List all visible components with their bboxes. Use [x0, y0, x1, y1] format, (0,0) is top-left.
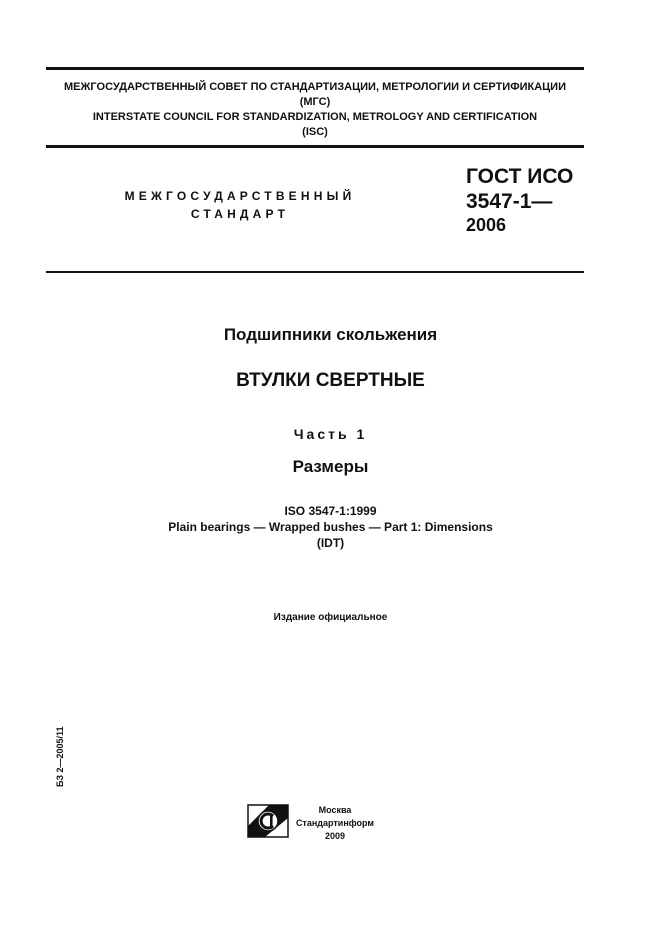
council-abbr-en: (ISC) [302, 126, 328, 138]
lower-rule [46, 271, 584, 273]
publisher-city: Москва [318, 805, 352, 815]
middle-rule [46, 145, 584, 148]
standard-designation [466, 164, 573, 238]
part-label: Часть 1 [293, 426, 368, 442]
publisher-year: 2009 [324, 831, 346, 841]
standard-type-line1: МЕЖГОСУДАРСТВЕННЫЙ [124, 189, 356, 203]
standard-type-line2: СТАНДАРТ [190, 207, 290, 221]
top-rule [46, 67, 584, 70]
standard-type [110, 187, 370, 223]
iso-degree: (IDT) [316, 536, 345, 550]
designation-line2: 3547-1— [466, 190, 553, 213]
council-header [46, 80, 584, 140]
publisher-name: Стандартинформ [295, 818, 375, 828]
iso-title: Plain bearings — Wrapped bushes — Part 1: Dimensions [168, 520, 493, 534]
part-title: Размеры [292, 457, 369, 476]
standartinform-logo-icon [247, 804, 289, 838]
designation-year: 2006 [466, 215, 507, 235]
iso-reference-block [0, 503, 661, 551]
edition-note: Издание официальное [273, 612, 388, 623]
publisher-block [295, 804, 375, 843]
title-main: Подшипники скольжения [223, 325, 438, 344]
council-name-ru: МЕЖГОСУДАРСТВЕННЫЙ СОВЕТ ПО СТАНДАРТИЗАЦИИ, МЕТРОЛОГИИ И СЕРТИФИКАЦИИ [63, 81, 566, 93]
iso-ref: ISO 3547-1:1999 [284, 504, 377, 518]
side-code: БЗ 2—2005/11 [55, 726, 65, 787]
designation-line1: ГОСТ ИСО [466, 165, 574, 188]
council-name-en: INTERSTATE COUNCIL FOR STANDARDIZATION, METROLOGY AND CERTIFICATION [92, 111, 538, 123]
council-abbr-ru: (МГС) [299, 96, 331, 108]
title-sub: ВТУЛКИ СВЕРТНЫЕ [236, 370, 425, 391]
